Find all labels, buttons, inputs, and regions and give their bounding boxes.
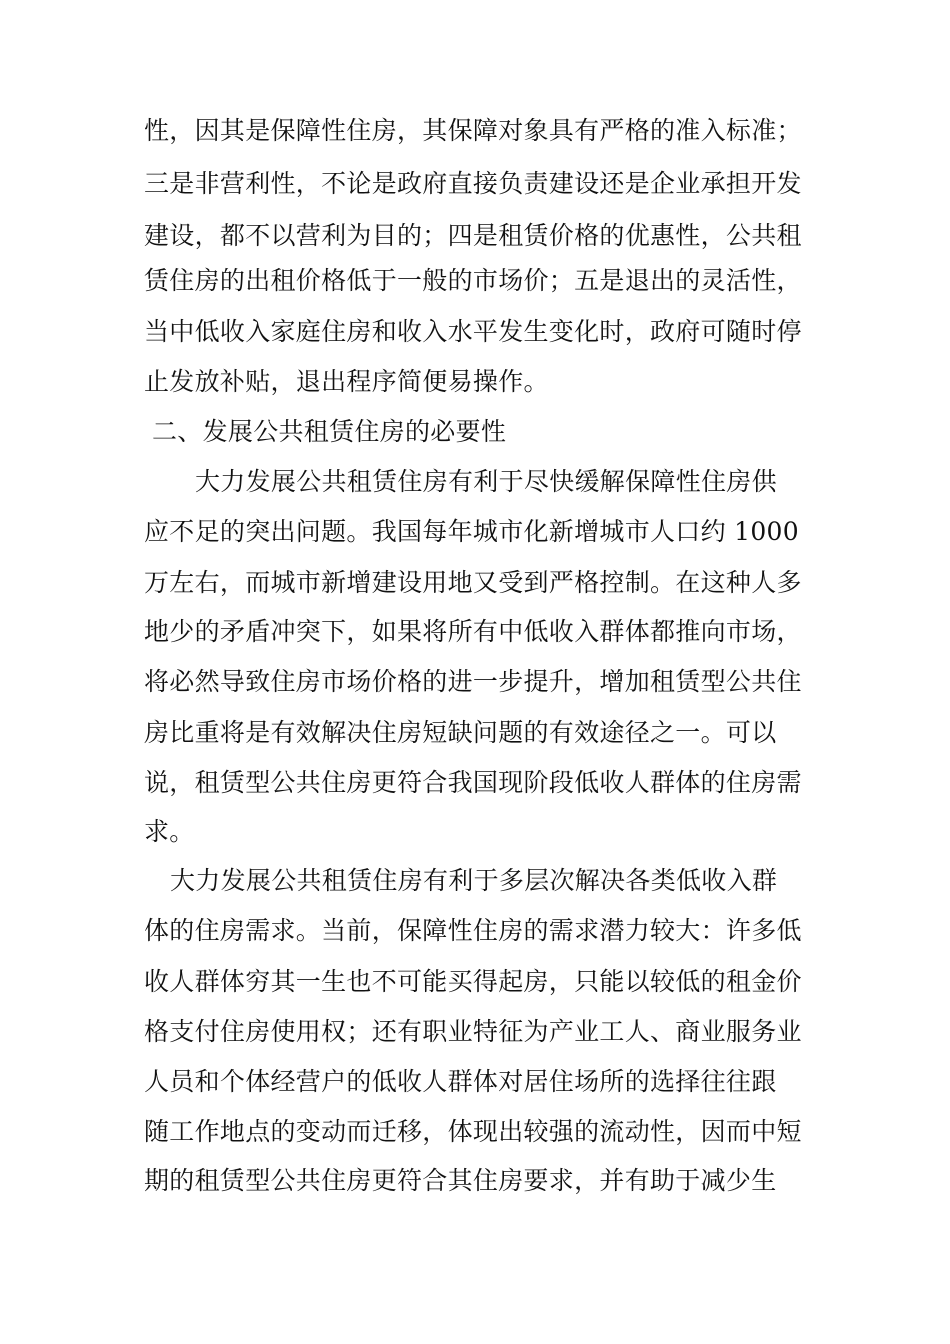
paragraph-line: 随工作地点的变动而迁移，体现出较强的流动性，因而中短 [144,1117,802,1146]
paragraph-line: 万左右，而城市新增建设用地又受到严格控制。在这种人多 [144,568,802,597]
paragraph-line: 人员和个体经营户的低收人群体对居住场所的选择往往跟 [144,1067,777,1096]
paragraph-line: 求。 [144,817,195,846]
paragraph-line: 性，因其是保障性住房，其保障对象具有严格的准入标准； [144,116,802,145]
paragraph-line: 应不足的突出问题。我国每年城市化新增城市人口约 1000 [144,517,799,546]
paragraph-line: 期的租赁型公共住房更符合其住房要求，并有助于减少生 [144,1166,777,1195]
paragraph-line: 收人群体穷其一生也不可能买得起房，只能以较低的租金价 [144,967,802,996]
section-heading: 二、发展公共租赁住房的必要性 [152,417,507,446]
paragraph-line: 当中低收入家庭住房和收入水平发生变化时，政府可随时停 [144,317,802,346]
paragraph-line: 说，租赁型公共住房更符合我国现阶段低收人群体的住房需 [144,768,802,797]
paragraph-line: 赁住房的出租价格低于一般的市场价；五是退出的灵活性， [144,266,802,295]
paragraph-line: 三是非营利性，不论是政府直接负责建设还是企业承担开发 [144,169,802,198]
paragraph-line: 止发放补贴，退出程序简便易操作。 [144,367,549,396]
paragraph-line: 建设，都不以营利为目的；四是租赁价格的优惠性，公共租 [144,221,802,250]
paragraph-line: 地少的矛盾冲突下，如果将所有中低收入群体都推向市场， [144,617,802,646]
paragraph-line: 大力发展公共租赁住房有利于多层次解决各类低收入群 [170,866,778,895]
paragraph-line: 体的住房需求。当前，保障性住房的需求潜力较大：许多低 [144,916,802,945]
paragraph-line: 大力发展公共租赁住房有利于尽快缓解保障性住房供 [195,467,777,496]
paragraph-line: 格支付住房使用权；还有职业特征为产业工人、商业服务业 [144,1017,802,1046]
paragraph-line: 将必然导致住房市场价格的进一步提升，增加租赁型公共住 [144,667,802,696]
paragraph-line: 房比重将是有效解决住房短缺问题的有效途径之一。可以 [144,718,777,747]
